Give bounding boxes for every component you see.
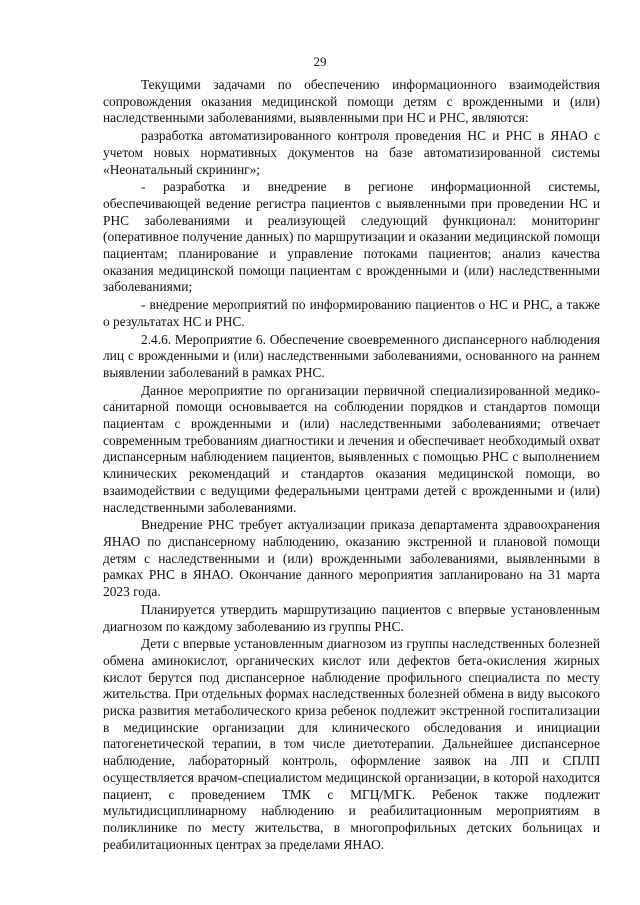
paragraph-tasks-intro: Текущими задачами по обеспечению информационного взаимодействия сопровождения оказания медицинской помощи детям с врожденными и (или) наследственными заболеваниями, выявленными при НС и РНС, являются: [103,77,600,126]
paragraph-measure-description: Данное мероприятие по организации первичной специализированной медико-санитарной помощи основывается на соблюдении порядков и стандартов помощи пациентам с врожденными и (или) наследственными заболеваниями; отвечает современным требованиям диагностики и лечения и обеспечивает необходимый охват диспансерным наблюдением пациентов, выявленных с помощью РНС с выполнением клинических рекомендаций и стандартов оказания медицинской помощи, во взаимодействии с ведущими федеральными центрами детей с врожденными и (или) наследственными заболеваниями. [103,382,600,515]
document-body [103,77,600,853]
paragraph-routing-plan: Планируется утвердить маршрутизацию пациентов с впервые установленным диагнозом по каждому заболеванию из группы РНС. [103,601,600,634]
paragraph-dispensary-observation: Дети с впервые установленным диагнозом из группы наследственных болезней обмена аминокислот, органических кислот или дефектов бета-окисления жирных кислот берутся под диспансерное наблюдение профильного специалиста по месту жительства. При отдельных формах наследственных болезней обмена в виду высокого риска развития метаболического криза ребенок подлежит экстренной госпитализации в медицинские организации для клинического обследования и инициации патогенетической терапии, в том числе диетотерапии. Дальнейшее диспансерное наблюдение, лабораторный контроль, оформление заявок на ЛП и СПЛП осуществляется врачом-специалистом медицинской организации, в которой находится пациент, с проведением ТМК с МГЦ/МГК. Ребенок также подлежит мультидисциплинарному наблюдению и реабилитационным мероприятиям в поликлинике по месту жительства, в многопрофильных детских больницах и реабилитационных центрах за пределами ЯНАО. [103,636,600,852]
paragraph-automation-control: разработка автоматизированного контроля проведения НС и РНС в ЯНАО с учетом новых нормативных документов на базе автоматизированной системы «Неонатальный скрининг»; [103,128,600,177]
paragraph-order-update: Внедрение РНС требует актуализации приказа департамента здравоохранения ЯНАО по диспансерному наблюдению, оказанию экстренной и плановой помощи детям с наследственными и (или) врожденными заболеваниями, выявленными в рамках РНС в ЯНАО. Окончание данного мероприятия запланировано на 31 марта 2023 года. [103,517,600,600]
paragraph-measure-6-heading: 2.4.6. Мероприятие 6. Обеспечение своевременного диспансерного наблюдения лиц с врожденными и (или) наследственными заболеваниями, основанного на раннем выявлении заболеваний в рамках РНС. [103,331,600,380]
page-number: 29 [313,54,327,69]
paragraph-information-system: - разработка и внедрение в регионе информационной системы, обеспечивающей ведение регистра пациентов с выявленными при проведении НС и РНС заболеваниями и реализующей следующий функционал: мониторинг (оперативное получение данных) по маршрутизации и оказании медицинской помощи пациентам; планирование и управление потоками пациентов; анализ качества оказания медицинской помощи пациентам с врожденными и (или) наследственными заболеваниями; [103,179,600,295]
paragraph-informing-patients: - внедрение мероприятий по информированию пациентов о НС и РНС, а также о результатах НС и РНС. [103,297,600,329]
